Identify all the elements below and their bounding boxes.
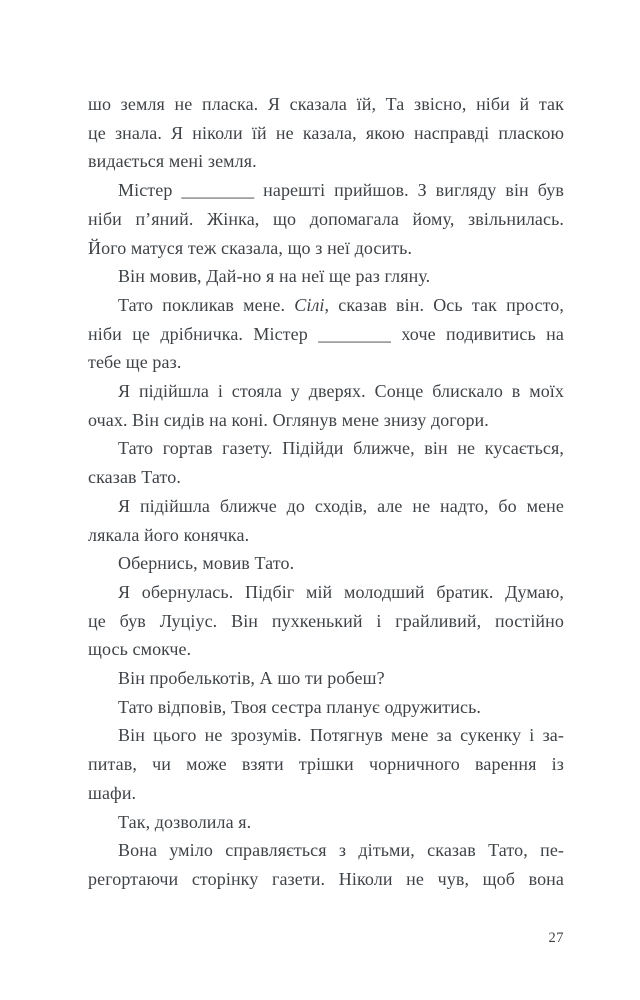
text-line: Тато покликав мене. Сілі, сказав він. Ось так просто, (118, 294, 564, 315)
page-number: 27 (548, 930, 564, 946)
text-line: очах. Він сидів на коні. Оглянув мене знизу догори. (88, 409, 489, 430)
paragraph (88, 377, 564, 434)
text-line: питав, чи може взяти трішки чорничного варення із (88, 754, 564, 775)
text-line: Тато гортав газету. Підійди ближче, він не кусається, (118, 438, 564, 459)
text-line: Містер ________ нарешті прийшов. З вигляду він був (118, 180, 564, 201)
paragraph (88, 836, 564, 893)
paragraph (88, 808, 564, 837)
paragraph (88, 693, 564, 722)
text-line: регортаючи сторінку газети. Ніколи не чув, щоб вона (88, 868, 564, 889)
text-line: ніби це дрібничка. Містер ________ хоче подивитись на (88, 323, 564, 344)
text-line: Він цього не зрозумів. Потягнув мене за сукенку і за- (118, 725, 564, 746)
text-line: це знала. Я ніколи їй не казала, якою насправді пласкою (88, 122, 564, 143)
text-line: шафи. (88, 782, 137, 803)
text-line: Я підійшла ближче до сходів, але не надто, бо мене (118, 495, 564, 516)
text-line: сказав Тато. (88, 467, 181, 488)
text-line: Його матуся теж сказала, що з неї досить. (88, 237, 413, 258)
paragraph (88, 492, 564, 549)
text-line: шо земля не пласка. Я сказала їй, Та звісно, ніби й так (88, 94, 564, 114)
paragraph (88, 664, 564, 693)
paragraph (88, 90, 564, 176)
paragraph (88, 291, 564, 377)
text-line: Він мовив, Дай-но я на неї ще раз гляну. (118, 266, 431, 287)
text-line: тебе ще раз. (88, 352, 182, 373)
text-line: Я підійшла і стояла у дверях. Сонце блискало в моїх (118, 381, 564, 402)
text-line: ніби п’яний. Жінка, що допомагала йому, звільнилась. (88, 208, 564, 229)
text-line: щось смокче. (88, 639, 192, 660)
paragraph (88, 578, 564, 664)
paragraph (88, 434, 564, 491)
paragraph (88, 549, 564, 578)
paragraph (88, 262, 564, 291)
text-line: Вона уміло справляється з дітьми, сказав Тато, пе- (118, 840, 564, 861)
text-line: Він пробелькотів, А шо ти робеш? (118, 668, 385, 689)
text-line: Так, дозволила я. (118, 811, 252, 832)
paragraph (88, 176, 564, 262)
text-line: Обернись, мовив Тато. (118, 553, 295, 574)
page-text (88, 90, 564, 894)
text-line: це був Луціус. Він пухкенький і грайливий, постійно (88, 610, 564, 631)
text-line: видається мені земля. (88, 151, 257, 172)
text-line: Тато відповів, Твоя сестра планує одружитись. (118, 696, 482, 717)
text-line: лякала його конячка. (88, 524, 250, 545)
text-line: Я обернулась. Підбіг мій молодший братик. Думаю, (118, 581, 564, 602)
paragraph (88, 721, 564, 807)
